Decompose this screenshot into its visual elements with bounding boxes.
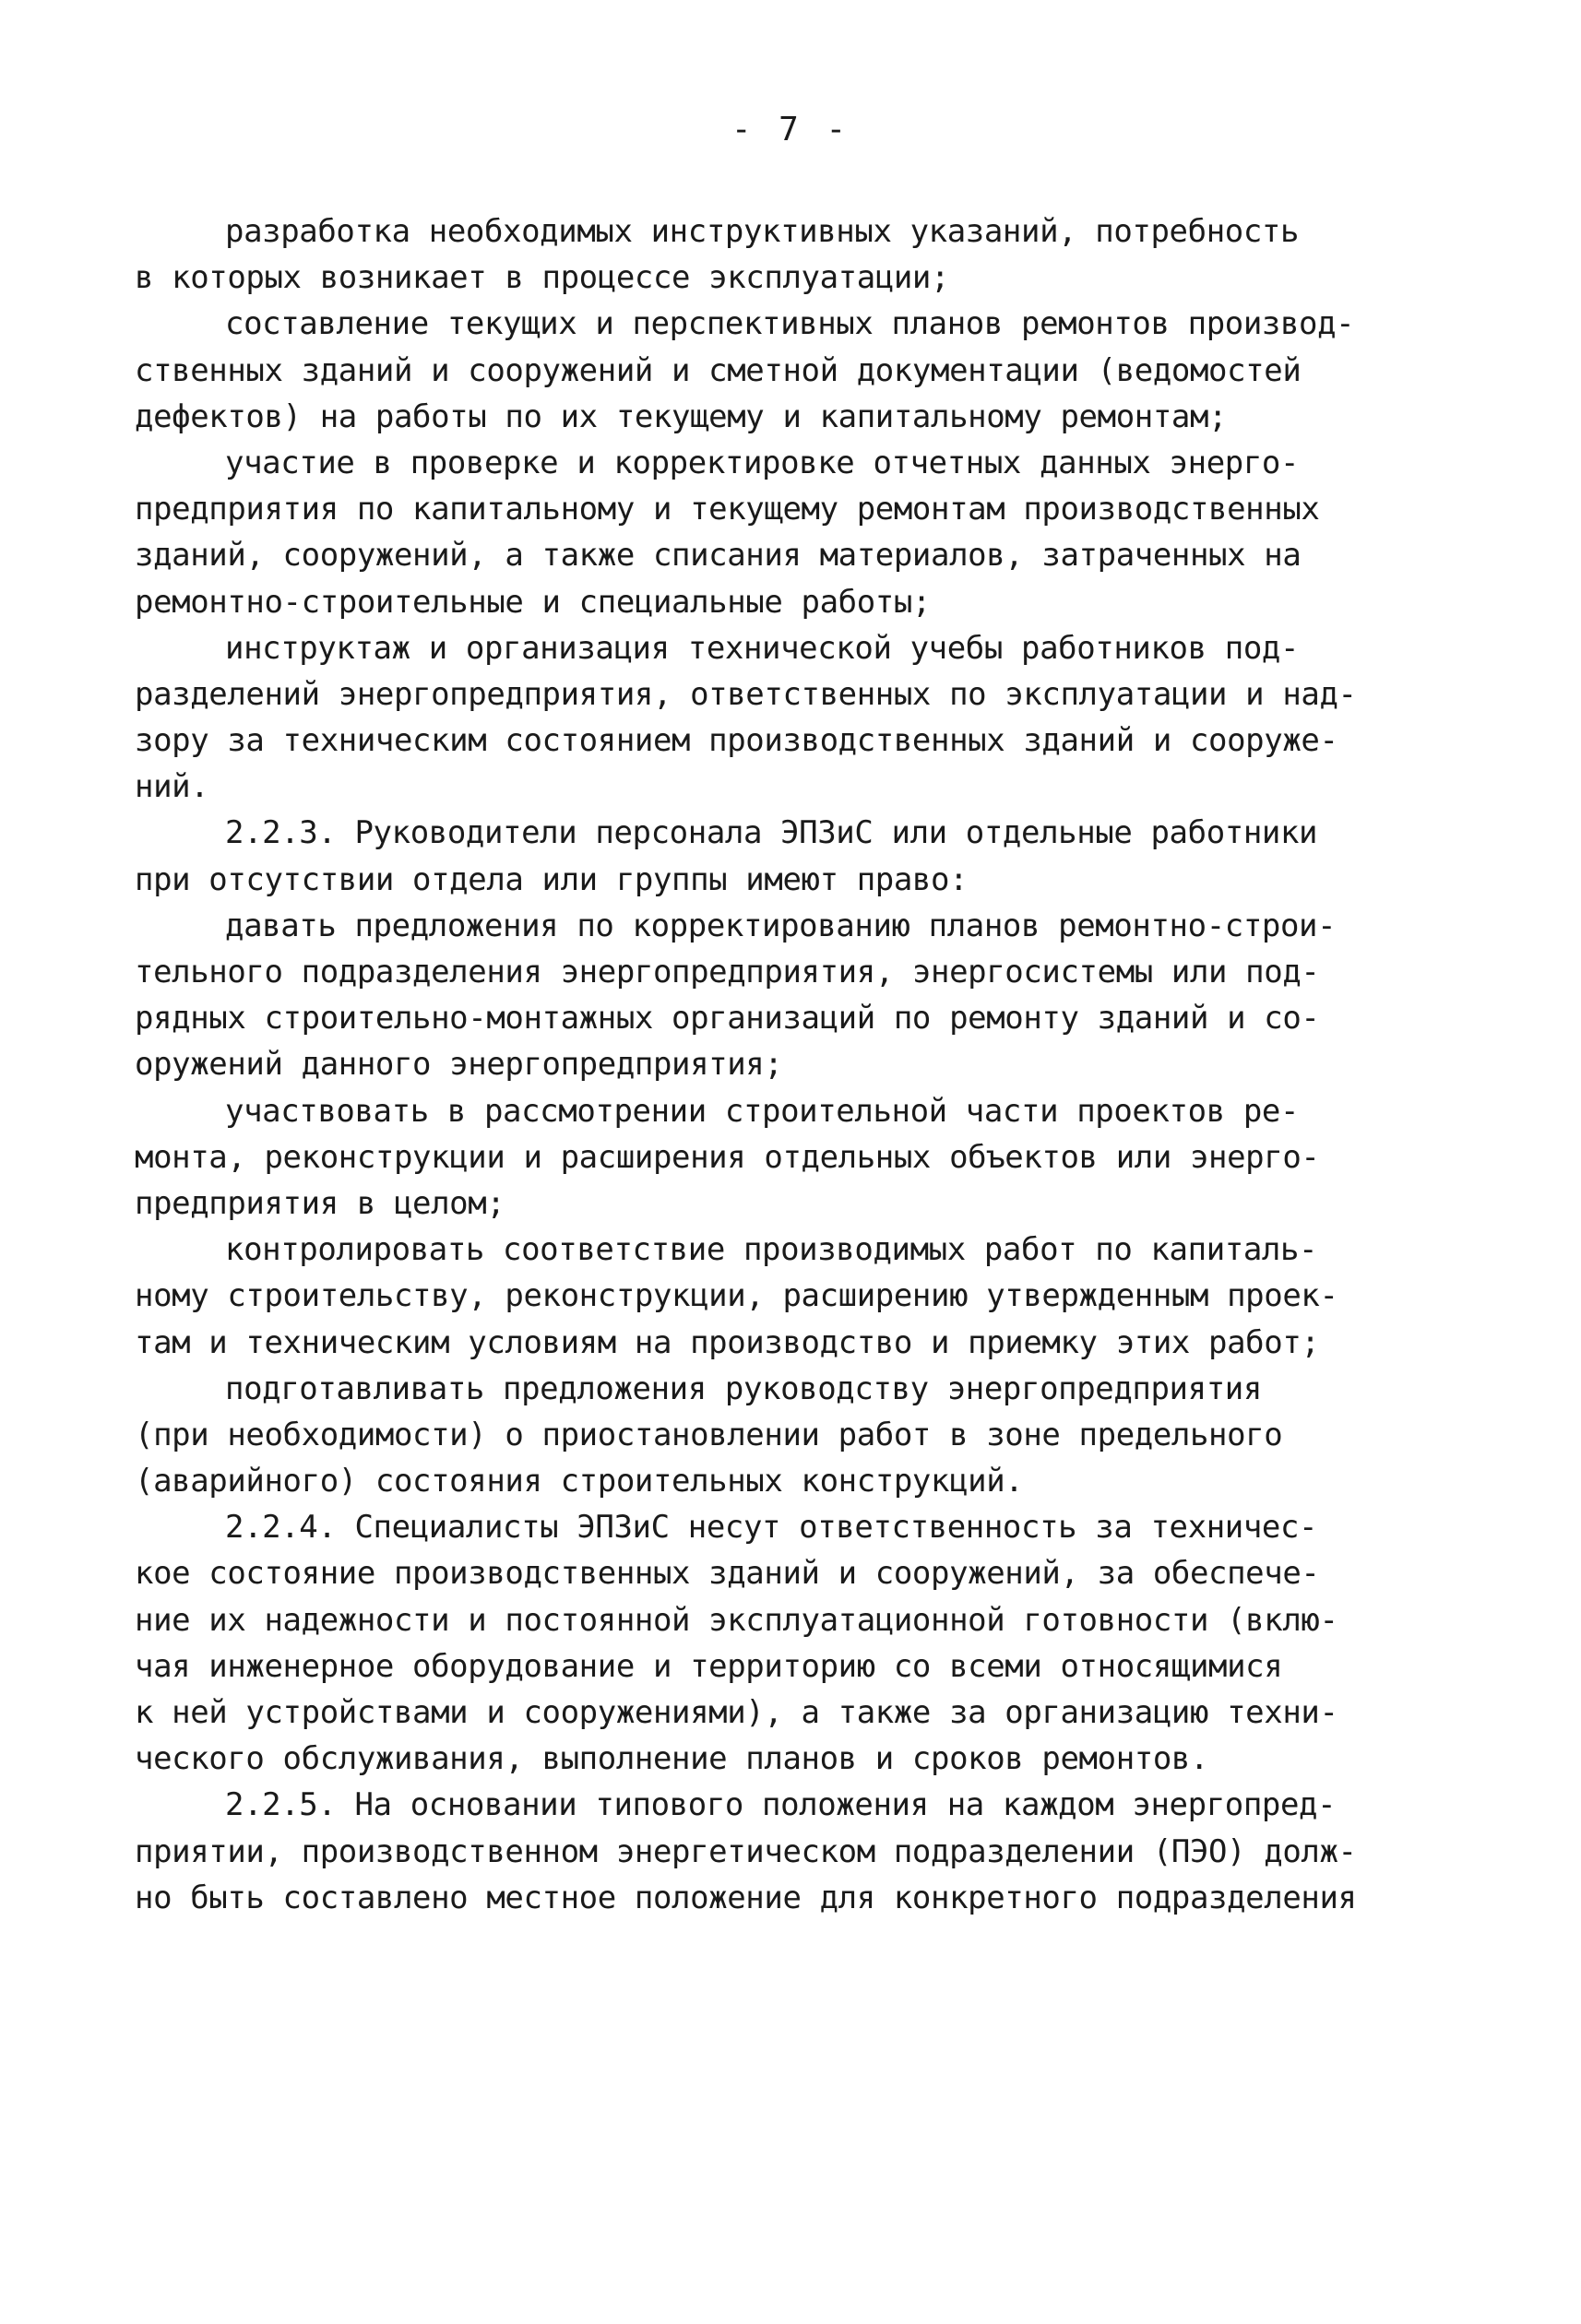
text-line xyxy=(135,532,1463,578)
text-line xyxy=(135,1134,1463,1180)
text-line xyxy=(135,1041,1463,1087)
text-line-content: в которых возникает в процессе эксплуатации; xyxy=(135,259,950,297)
text-line xyxy=(135,949,1463,995)
text-line-content: рядных строительно-монтажных организаций по ремонту зданий и со- xyxy=(135,1000,1320,1038)
text-line xyxy=(135,440,1463,486)
text-line xyxy=(135,1180,1463,1227)
text-line-content: инструктаж и организация технической учебы работников под- xyxy=(225,629,1300,667)
text-line xyxy=(135,810,1463,856)
text-line-content: ний. xyxy=(135,768,209,806)
text-line-content: подготавливать предложения руководству энергопредприятия xyxy=(225,1370,1262,1407)
text-line-content: разработка необходимых инструктивных указаний, потребность xyxy=(225,213,1300,250)
text-line xyxy=(135,1829,1463,1875)
text-line-content: (при необходимости) о приостановлении работ в зоне предельного xyxy=(135,1416,1283,1453)
text-line-content: зданий, сооружений, а также списания материалов, затраченных на xyxy=(135,537,1302,575)
text-line-content: оружений данного энергопредприятия; xyxy=(135,1046,783,1084)
text-line-content: кое состояние производственных зданий и сооружений, за обеспече- xyxy=(135,1555,1320,1593)
text-line-content: предприятия в целом; xyxy=(135,1184,505,1222)
text-line xyxy=(135,1504,1463,1550)
text-line xyxy=(135,857,1463,903)
text-line xyxy=(135,1320,1463,1366)
text-line-content: зору за техническим состоянием производственных зданий и сооруже- xyxy=(135,722,1338,760)
text-line-content: к ней устройствами и сооружениями), а также за организацию техни- xyxy=(135,1694,1338,1731)
text-line-content: ремонтно-строительные и специальные работы; xyxy=(135,583,931,621)
text-line xyxy=(135,1736,1463,1782)
text-line xyxy=(135,671,1463,717)
text-line xyxy=(135,1550,1463,1596)
text-line xyxy=(135,1088,1463,1134)
text-line-content: чая инженерное оборудование и территорию со всеми относящимися xyxy=(135,1647,1283,1685)
text-line xyxy=(135,903,1463,949)
text-line-content: давать предложения по корректированию планов ремонтно-строи- xyxy=(225,907,1337,944)
text-line-content: при отсутствии отдела или группы имеют право: xyxy=(135,860,969,898)
text-line xyxy=(135,1597,1463,1643)
text-line-content: 2.2.5. На основании типового положения на каждом энергопред- xyxy=(225,1786,1337,1824)
page-number: - 7 - xyxy=(731,111,850,148)
text-line-content: монта, реконструкции и расширения отдельных объектов или энерго- xyxy=(135,1138,1320,1176)
document-body xyxy=(135,208,1463,1921)
text-line xyxy=(135,764,1463,810)
text-line-content: дефектов) на работы по их текущему и капитальному ремонтам; xyxy=(135,397,1228,435)
text-line-content: участвовать в рассмотрении строительной части проектов ре- xyxy=(225,1092,1300,1130)
text-line-content: ние их надежности и постоянной эксплуатационной готовности (вклю- xyxy=(135,1601,1338,1639)
text-line xyxy=(135,1690,1463,1736)
text-line xyxy=(135,1227,1463,1273)
text-line-content: составление текущих и перспективных планов ремонтов производ- xyxy=(225,305,1355,343)
text-line xyxy=(135,1875,1463,1921)
text-line xyxy=(135,1273,1463,1319)
text-line-content: 2.2.3. Руководители персонала ЭПЗиС или отдельные работники xyxy=(225,814,1318,852)
text-line xyxy=(135,717,1463,764)
text-line-content: участие в проверке и корректировке отчетных данных энерго- xyxy=(225,444,1300,481)
text-line-content: приятии, производственном энергетическом подразделении (ПЭО) долж- xyxy=(135,1832,1357,1870)
text-line xyxy=(135,348,1463,394)
text-line-content: ческого обслуживания, выполнение планов и сроков ремонтов. xyxy=(135,1740,1209,1778)
text-line xyxy=(135,1782,1463,1828)
text-line-content: но быть составлено местное положение для конкретного подразделения xyxy=(135,1879,1357,1916)
text-line xyxy=(135,208,1463,255)
text-line xyxy=(135,1458,1463,1504)
text-line-content: разделений энергопредприятия, ответственных по эксплуатации и над- xyxy=(135,675,1357,713)
text-line xyxy=(135,255,1463,301)
text-line xyxy=(135,1366,1463,1412)
text-line xyxy=(135,1643,1463,1690)
text-line-content: предприятия по капитальному и текущему ремонтам производственных xyxy=(135,491,1320,528)
text-line xyxy=(135,1412,1463,1458)
text-line xyxy=(135,394,1463,440)
text-line-content: ному строительству, реконструкции, расширению утвержденным проек- xyxy=(135,1277,1338,1315)
text-line-content: тельного подразделения энергопредприятия, энергосистемы или под- xyxy=(135,954,1320,990)
text-line xyxy=(135,625,1463,671)
text-line-content: ственных зданий и сооружений и сметной документации (ведомостей xyxy=(135,351,1302,389)
text-line-content: (аварийного) состояния строительных конструкций. xyxy=(135,1463,1024,1500)
text-line xyxy=(135,995,1463,1041)
text-line-content: контролировать соответствие производимых работ по капиталь- xyxy=(225,1231,1318,1269)
text-line-content: там и техническим условиям на производство и приемку этих работ; xyxy=(135,1323,1320,1361)
text-line xyxy=(135,486,1463,532)
text-line xyxy=(135,301,1463,347)
text-line xyxy=(135,579,1463,625)
text-line-content: 2.2.4. Специалисты ЭПЗиС несут ответственность за техничес- xyxy=(225,1509,1318,1547)
